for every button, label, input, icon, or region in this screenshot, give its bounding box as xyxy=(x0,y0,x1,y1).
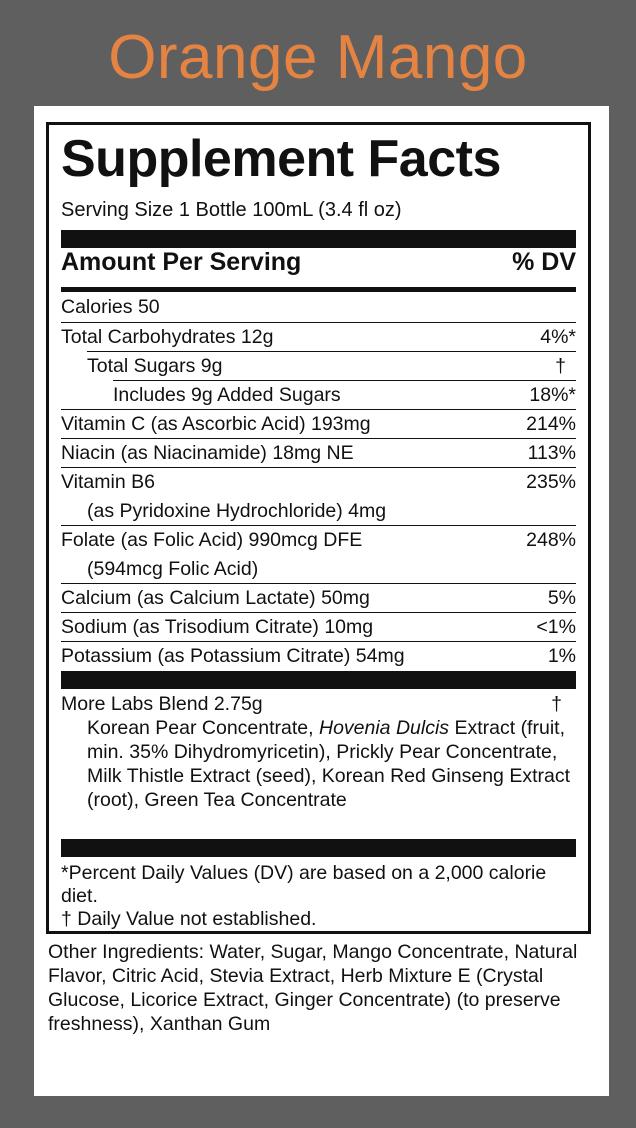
blend-ingredients xyxy=(87,716,576,812)
other-ingredients: Other Ingredients: Water, Sugar, Mango Concentrate, Natural Flavor, Citric Acid, Stevia Extract, Herb Mixture E (Crystal Glucose, Licorice Extract, Ginger Concentrate) (to preserve freshness), Xanthan Gum xyxy=(48,941,578,1035)
nutrient-dv: 235% xyxy=(526,471,576,493)
thick-divider-top xyxy=(61,230,576,248)
nutrient-label-detail: (as Pyridoxine Hydrochloride) 4mg xyxy=(87,500,387,522)
row-divider xyxy=(61,467,576,468)
supplement-facts-panel xyxy=(46,122,591,934)
product-title: Orange Mango xyxy=(108,23,528,92)
row-divider xyxy=(113,380,576,381)
nutrient-row-total-sugars xyxy=(61,354,576,378)
nutrient-label: Calcium (as Calcium Lactate) 50mg xyxy=(61,587,370,609)
nutrient-dv: 214% xyxy=(526,413,576,435)
nutrient-dv: 113% xyxy=(527,442,576,464)
nutrient-label: Total Carbohydrates 12g xyxy=(61,326,274,348)
nutrient-label: Sodium (as Trisodium Citrate) 10mg xyxy=(61,616,374,638)
nutrient-dv: † xyxy=(555,355,566,377)
nutrient-row-calcium xyxy=(61,586,576,610)
amount-per-serving-header xyxy=(61,248,576,277)
nutrient-label: Potassium (as Potassium Citrate) 54mg xyxy=(61,645,405,667)
nutrient-label: Vitamin B6 xyxy=(61,471,155,493)
nutrient-label: Folate (as Folic Acid) 990mcg DFE xyxy=(61,529,363,551)
nutrient-label: Calories 50 xyxy=(61,296,160,318)
blend-dv: † xyxy=(551,693,562,715)
blend-text-end: Extract (fruit, min. 35% Dihydromyricetin), Prickly Pear Concentrate, Milk Thistle Extract (seed), Korean Red Ginseng Extract (root), Green Tea Concentrate xyxy=(87,717,570,811)
blend-text-start: Korean Pear Concentrate, xyxy=(87,717,319,739)
label-card xyxy=(34,106,609,1096)
footnote-dv: *Percent Daily Values (DV) are based on a 2,000 calorie diet. xyxy=(61,862,547,907)
amount-per-serving-label: Amount Per Serving xyxy=(61,248,302,276)
row-divider xyxy=(61,525,576,526)
thick-divider-bottom xyxy=(61,839,576,857)
blend-row xyxy=(61,692,576,716)
nutrient-row-folate-detail xyxy=(61,557,576,581)
row-divider xyxy=(61,641,576,642)
medium-divider xyxy=(61,287,576,292)
row-divider xyxy=(61,322,576,323)
thick-divider-blend xyxy=(61,671,576,689)
nutrient-row-potassium xyxy=(61,644,576,668)
nutrient-label-detail: (594mcg Folic Acid) xyxy=(87,558,259,580)
nutrient-dv: 248% xyxy=(526,529,576,551)
nutrient-row-sodium xyxy=(61,615,576,639)
nutrient-dv: 4%* xyxy=(540,326,576,348)
nutrient-row-folate xyxy=(61,528,576,552)
nutrient-dv: <1% xyxy=(536,616,576,638)
nutrient-row-added-sugars xyxy=(61,383,576,407)
row-divider xyxy=(61,612,576,613)
footnote-dagger: † Daily Value not established. xyxy=(61,908,317,930)
facts-heading: Supplement Facts xyxy=(61,130,501,188)
serving-size: Serving Size 1 Bottle 100mL (3.4 fl oz) xyxy=(61,199,402,221)
nutrient-label: Includes 9g Added Sugars xyxy=(113,384,341,406)
blend-name: More Labs Blend 2.75g xyxy=(61,693,263,715)
nutrient-row-vitamin-b6 xyxy=(61,470,576,494)
dv-header: % DV xyxy=(512,248,576,276)
nutrient-dv: 18%* xyxy=(529,384,576,406)
row-divider xyxy=(61,583,576,584)
nutrient-label: Niacin (as Niacinamide) 18mg NE xyxy=(61,442,354,464)
row-divider xyxy=(61,409,576,410)
nutrient-label: Vitamin C (as Ascorbic Acid) 193mg xyxy=(61,413,371,435)
nutrient-row-vitamin-c xyxy=(61,412,576,436)
row-divider xyxy=(87,351,576,352)
row-divider xyxy=(61,438,576,439)
nutrient-row-calories xyxy=(61,295,576,319)
nutrient-row-vitamin-b6-detail xyxy=(61,499,576,523)
nutrient-dv: 1% xyxy=(547,645,576,667)
nutrient-dv: 5% xyxy=(547,587,576,609)
nutrient-row-carbohydrates xyxy=(61,325,576,349)
nutrient-label: Total Sugars 9g xyxy=(87,355,223,377)
blend-text-italic: Hovenia Dulcis xyxy=(318,717,450,739)
nutrient-row-niacin xyxy=(61,441,576,465)
